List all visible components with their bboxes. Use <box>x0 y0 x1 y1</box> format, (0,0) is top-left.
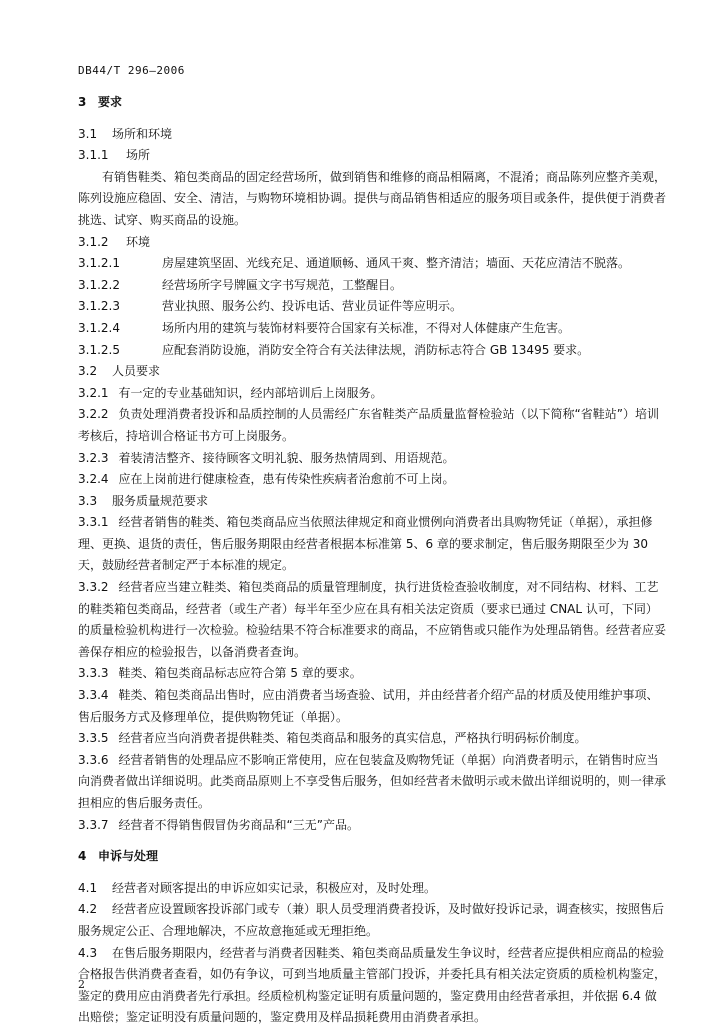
clause-item: 3.3.7 经营者不得销售假冒伪劣商品和“三无”产品。 <box>78 817 359 832</box>
clause-item: 3.1.2.2 经营场所字号牌匾文字书写规范，工整醒目。 <box>78 277 403 292</box>
section-heading: 3 要求 <box>78 95 123 109</box>
clause-item: 4.2 经营者应设置顾客投诉部门或专（兼）职人员受理消费者投诉，及时做好投诉记录，调查核实，按照售后服务规定公正、合理地解决，不应故意拖延或无理拒绝。 <box>78 902 665 938</box>
clause-item: 3.2.2 负责处理消费者投诉和品质控制的人员需经广东省鞋类产品质量监督检验站（以下简称“省鞋站”）培训考核后，持培训合格证书方可上岗服务。 <box>78 407 659 443</box>
clause-item: 3.3.5 经营者应当向消费者提供鞋类、箱包类商品和服务的真实信息，严格执行明码标价制度。 <box>78 731 587 746</box>
clause-item: 3.1.2.3 营业执照、服务公约、投诉电话、营业员证件等应明示。 <box>78 299 463 314</box>
clause-item: 3.2.1 有一定的专业基础知识，经内部培训后上岗服务。 <box>78 385 383 400</box>
subsection-heading: 3.1 场所和环境 <box>78 126 173 141</box>
subsection-heading: 3.1.2 环境 <box>78 234 151 249</box>
clause-item: 3.2.4 应在上岗前进行健康检查，患有传染性疾病者治愈前不可上岗。 <box>78 472 455 487</box>
section-heading: 4 申诉与处理 <box>78 849 159 864</box>
clause-item: 3.1.2.1 房屋建筑坚固、光线充足、通道顺畅、通风干爽、整齐清洁；墙面、天花应清洁不脱落。 <box>78 256 631 271</box>
clause-item: 3.1.2.4 场所内用的建筑与装饰材料要符合国家有关标准，不得对人体健康产生危害。 <box>78 320 571 335</box>
clause-item: 3.3.4 鞋类、箱包类商品出售时，应由消费者当场查验、试用，并由经营者介绍产品的材质及使用维护事项、售后服务方式及修理单位，提供购物凭证（单据）。 <box>78 688 659 724</box>
clause-item: 3.3.1 经营者销售的鞋类、箱包类商品应当依照法律规定和商业惯例向消费者出具购物凭证（单据），承担修理、更换、退货的责任，售后服务期限由经营者根据本标准第 5、6 章的要求制定，售后服务期限至少为 30 天，鼓励经营者制定严于本标准的规定。 <box>78 515 653 573</box>
subsection-heading: 3.2 人员要求 <box>78 364 161 379</box>
clause-item: 4.3 在售后服务期限内，经营者与消费者因鞋类、箱包类商品质量发生争议时，经营者应提供相应商品的检验合格报告供消费者查看，如仍有争议，可到当地质量主管部门投诉，并委托具有相关法定资质的质检机构鉴定，鉴定的费用应由消费者先行承担。经质检机构鉴定证明有质量问题的，鉴定费用由经营者承担，并依据 6.4 做出赔偿；鉴定证明没有质量问题的，鉴定费用及样品损耗费用由消费者承担。 <box>78 945 667 1025</box>
clause-item: 3.3.2 经营者应当建立鞋类、箱包类商品的质量管理制度，执行进货检查验收制度，对不同结构、材料、工艺的鞋类箱包类商品，经营者（或生产者）每半年至少应在具有相关法定资质（要求已通过 CNAL 认可，下同）的质量检验机构进行一次检验。检验结果不符合标准要求的商品，不应销售或只能作为处理品销售。经营者应妥善保存相应的检验报告，以备消费者查询。 <box>78 580 667 659</box>
clause-item: 3.3.3 鞋类、箱包类商品标志应符合第 5 章的要求。 <box>78 666 362 681</box>
clause-item: 3.1.2.5 应配套消防设施，消防安全符合有关法律法规，消防标志符合 GB 13495 要求。 <box>78 342 590 357</box>
clause-item: 3.2.3 着装清洁整齐、接待顾客文明礼貌、服务热情周到、用语规范。 <box>78 450 455 465</box>
document-code: DB44/T 296—2006 <box>78 64 185 77</box>
clause-item: 4.1 经营者对顾客提出的申诉应如实记录，积极应对，及时处理。 <box>78 880 437 895</box>
subsection-heading: 3.3 服务质量规范要求 <box>78 493 209 508</box>
document-body <box>78 90 668 1029</box>
page-number: 2 <box>78 978 85 991</box>
paragraph: 有销售鞋类、箱包类商品的固定经营场所，做到销售和维修的商品相隔离，不混淆；商品陈列应整齐美观，陈列设施应稳固、安全、清洁，与购物环境相协调。提供与商品销售相适应的服务项目或条件，提供便于消费者挑选、试穿、购买商品的设施。 <box>78 169 667 227</box>
clause-item: 3.3.6 经营者销售的处理品应不影响正常使用，应在包装盒及购物凭证（单据）向消费者明示，在销售时应当向消费者做出详细说明。此类商品原则上不享受售后服务，但如经营者未做明示或未做出详细说明的，则一律承担相应的售后服务责任。 <box>78 752 667 810</box>
subsection-heading: 3.1.1 场所 <box>78 148 151 163</box>
